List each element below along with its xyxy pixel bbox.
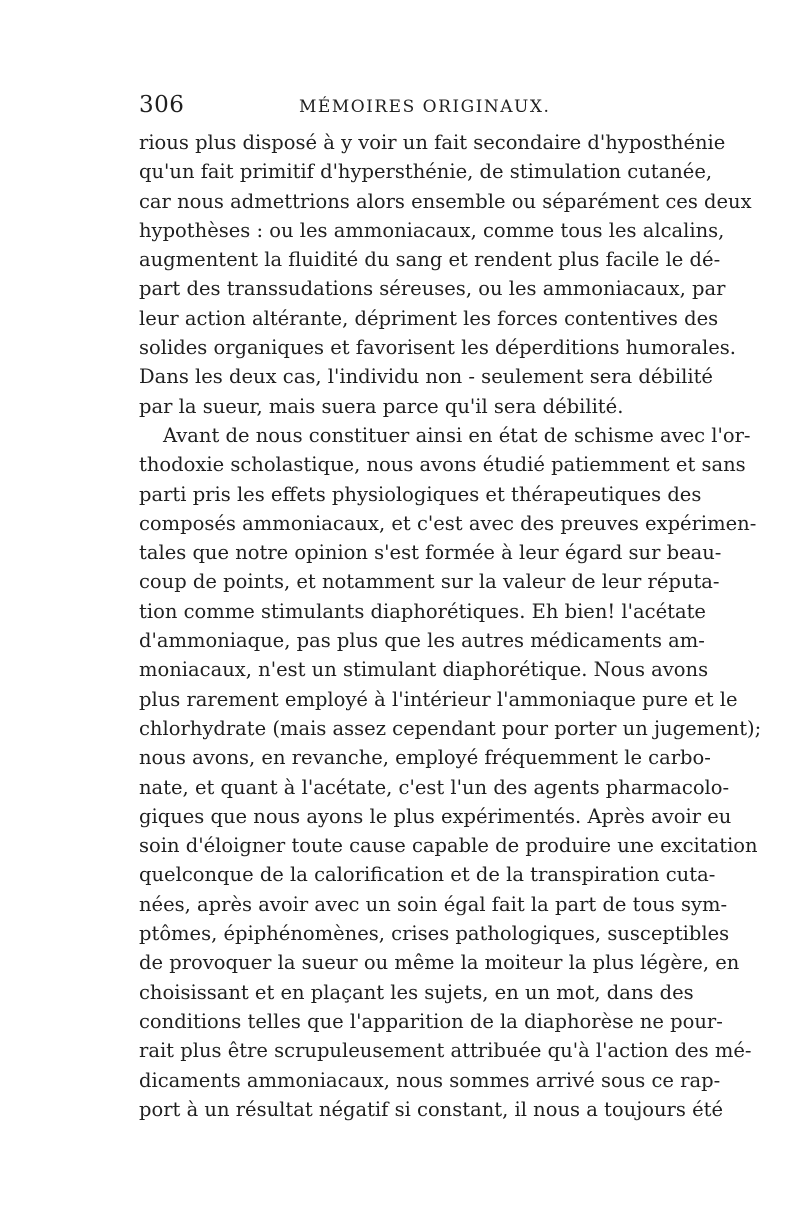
text-line: nous avons, en revanche, employé fréquemment le carbo- <box>139 746 711 770</box>
text-line: nate, et quant à l'acétate, c'est l'un des agents pharmacolo- <box>139 775 730 799</box>
text-line: tion comme stimulants diaphorétiques. Eh bien! l'acétate <box>139 599 706 623</box>
text-line: augmentent la fluidité du sang et rendent plus facile le dé- <box>139 248 721 272</box>
text-line: part des transsudations séreuses, ou les ammoniacaux, par <box>139 277 726 301</box>
text-line: thodoxie scholastique, nous avons étudié patiemment et sans <box>139 453 746 477</box>
text-line: moniacaux, n'est un stimulant diaphorétique. Nous avons <box>139 658 709 682</box>
text-line: composés ammoniacaux, et c'est avec des preuves expérimen- <box>139 511 757 535</box>
paragraph-end-line: par la sueur, mais suera parce qu'il sera débilité. <box>139 394 624 418</box>
text-line: giques que nous ayons le plus expérimentés. Après avoir eu <box>139 804 732 828</box>
text-line: car nous admettrions alors ensemble ou séparément ces deux <box>139 189 752 213</box>
text-line: de provoquer la sueur ou même la moiteur la plus légère, en <box>139 951 740 975</box>
text-line: hypothèses : ou les ammoniacaux, comme tous les alcalins, <box>139 218 725 242</box>
text-line: chlorhydrate (mais assez cependant pour porter un jugement); <box>139 716 762 740</box>
text-line: coup de points, et notamment sur la valeur de leur réputa- <box>139 570 720 594</box>
text-line: nées, après avoir avec un soin égal fait la part de tous sym- <box>139 892 728 916</box>
text-line: rait plus être scrupuleusement attribuée qu'à l'action des mé- <box>139 1039 752 1063</box>
text-line: Dans les deux cas, l'individu non - seulement sera débilité <box>139 365 713 389</box>
text-line: plus rarement employé à l'intérieur l'ammoniaque pure et le <box>139 687 738 711</box>
text-line: solides organiques et favorisent les déperditions humorales. <box>139 336 736 360</box>
text-line: parti pris les effets physiologiques et thérapeutiques des <box>139 482 702 506</box>
page-header <box>139 92 669 122</box>
text-line: quelconque de la calorification et de la transpiration cuta- <box>139 863 716 887</box>
text-line: rious plus disposé à y voir un fait secondaire d'hyposthénie <box>139 131 726 154</box>
text-line: choisissant et en plaçant les sujets, en un mot, dans des <box>139 980 694 1004</box>
text-line: conditions telles que l'apparition de la diaphorèse ne pour- <box>139 1009 723 1033</box>
text-line: d'ammoniaque, pas plus que les autres médicaments am- <box>139 629 705 653</box>
text-line: tales que notre opinion s'est formée à leur égard sur beau- <box>139 541 722 565</box>
text-line: ptômes, épiphénomènes, crises pathologiques, susceptibles <box>139 922 730 946</box>
paragraph-start-line: Avant de nous constituer ainsi en état de schisme avec l'or- <box>163 423 751 447</box>
text-line: leur action altérante, dépriment les forces contentives des <box>139 306 719 330</box>
page-number: 306 <box>139 92 185 118</box>
text-line: port à un résultat négatif si constant, il nous a toujours été <box>139 1097 723 1121</box>
text-line: qu'un fait primitif d'hypersthénie, de stimulation cutanée, <box>139 160 713 184</box>
body-text <box>139 128 762 1124</box>
text-line: dicaments ammoniacaux, nous sommes arrivé sous ce rap- <box>139 1068 721 1092</box>
text-line: soin d'éloigner toute cause capable de produire une excitation <box>139 834 758 858</box>
running-title: MÉMOIRES ORIGINAUX. <box>299 97 551 117</box>
